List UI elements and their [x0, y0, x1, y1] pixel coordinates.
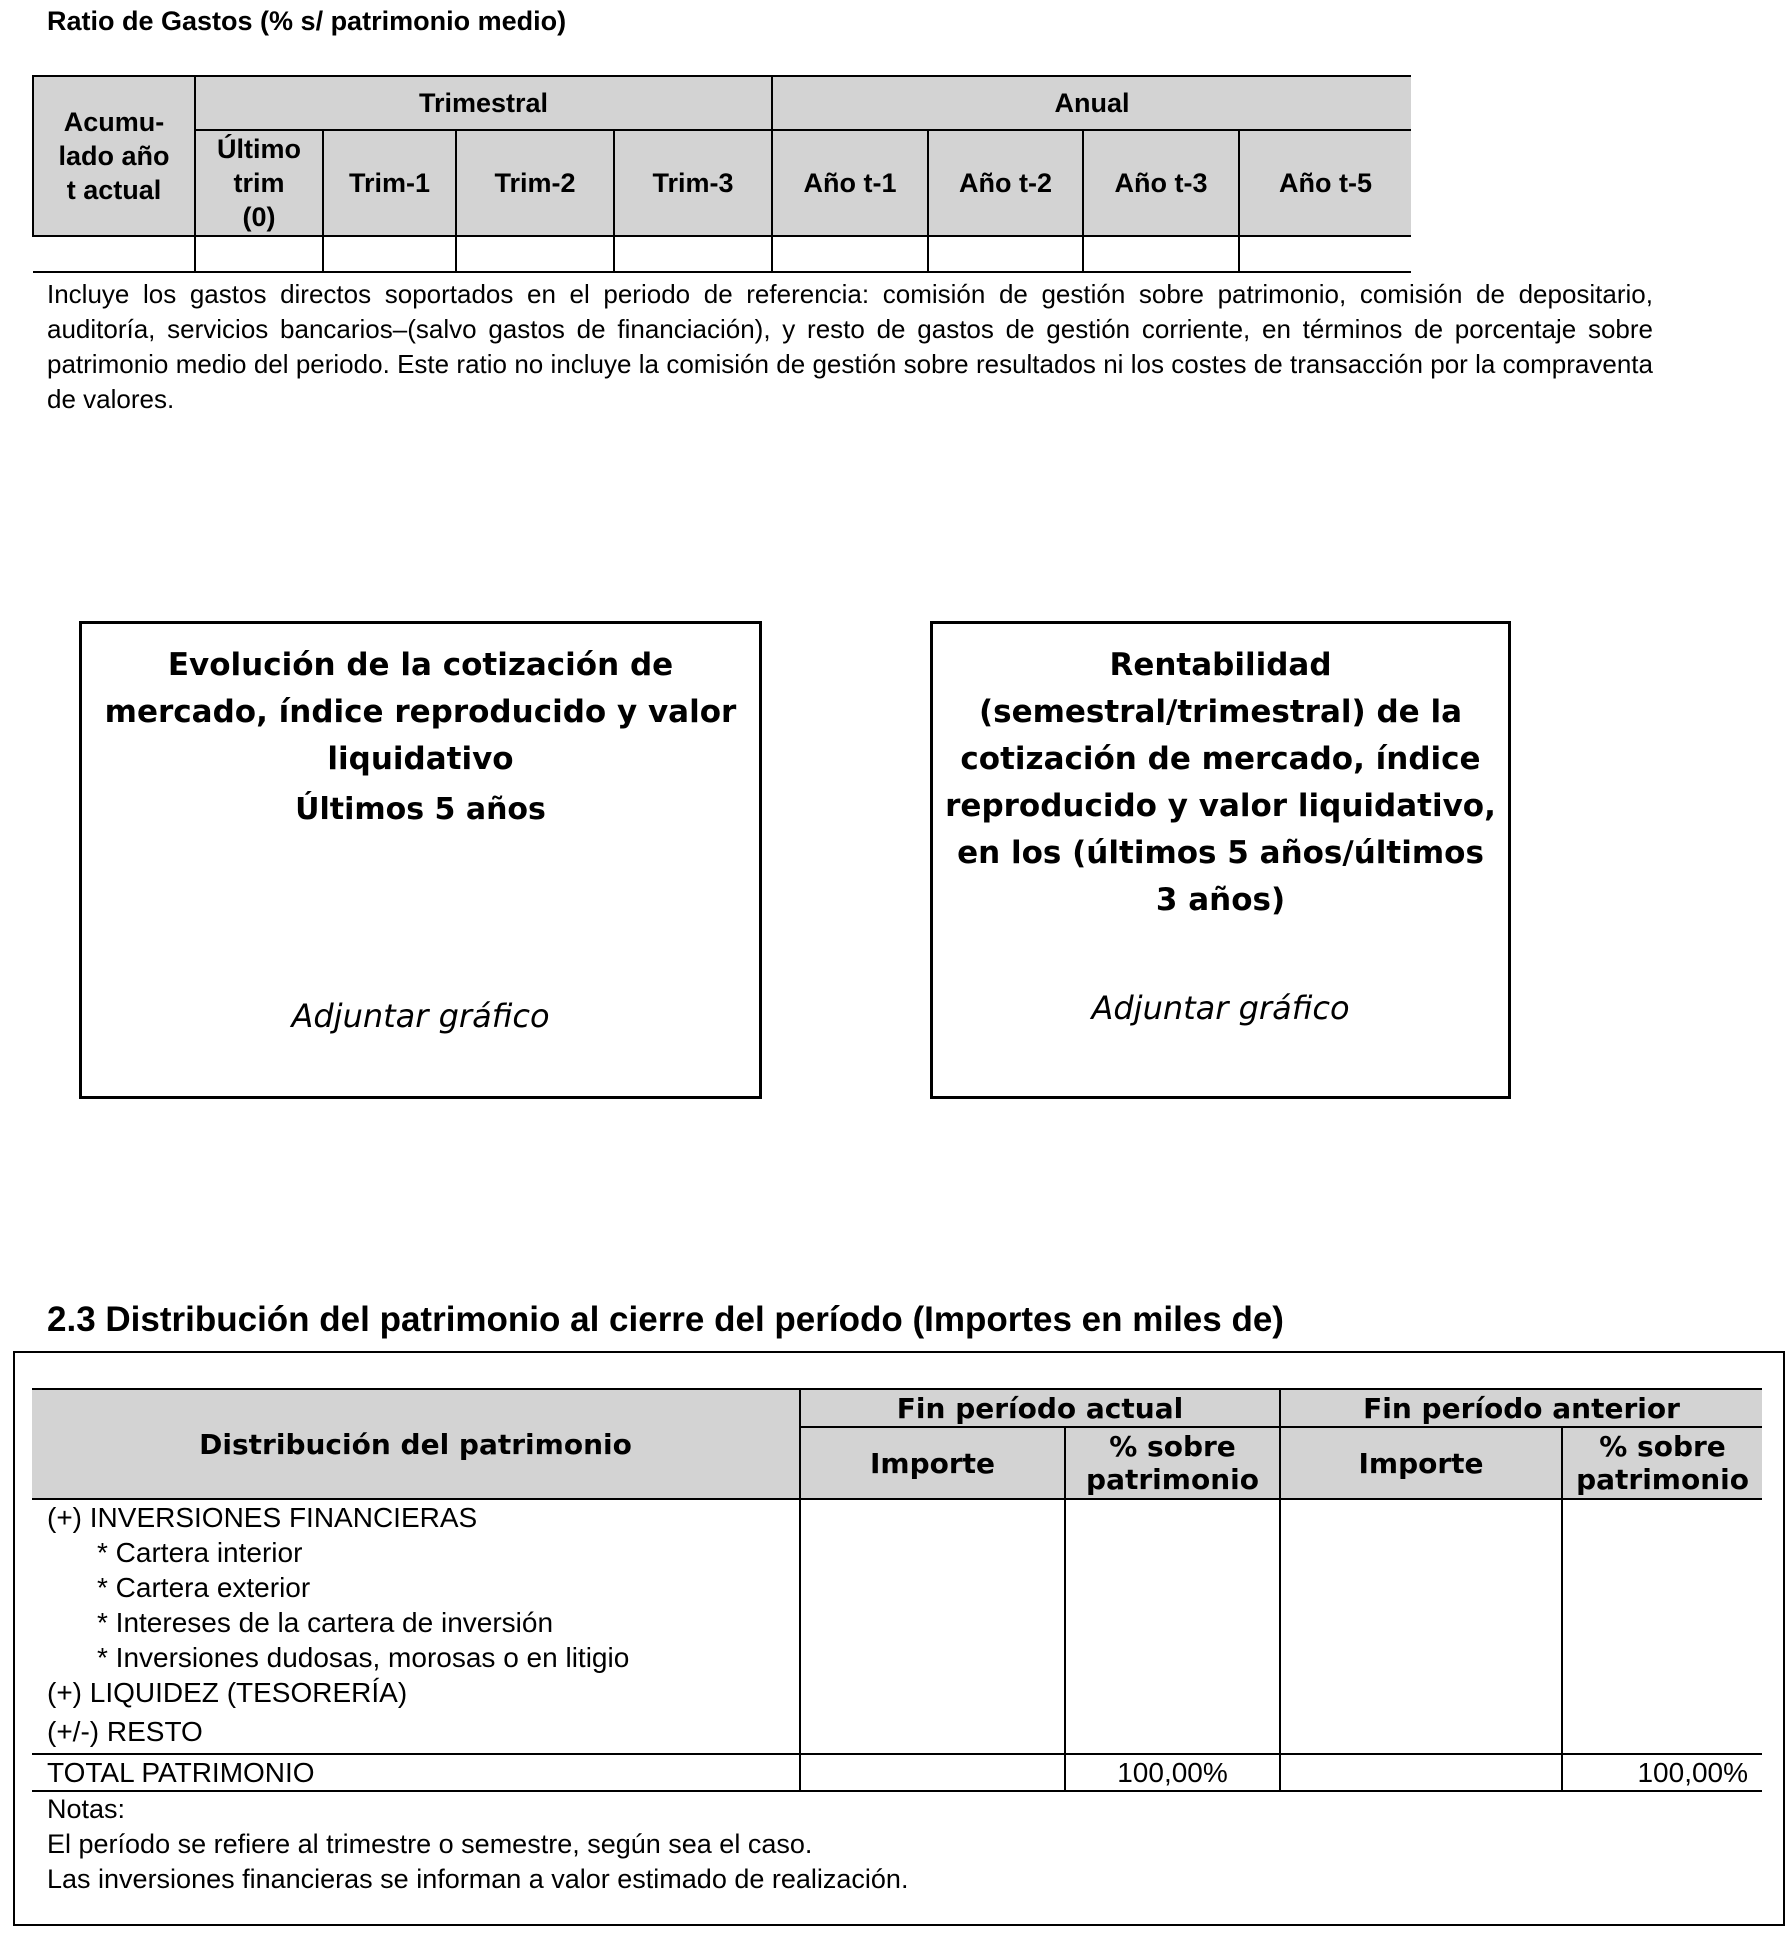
value-cell	[195, 236, 323, 272]
header-anio-t2: Año t-2	[928, 130, 1083, 236]
total-pct-actual: 100,00%	[1065, 1754, 1280, 1791]
value-cell	[1280, 1499, 1562, 1754]
header-trim-3: Trim-3	[614, 130, 772, 236]
header-anio-t5: Año t-5	[1239, 130, 1411, 236]
header-fin-periodo-actual: Fin período actual	[800, 1389, 1280, 1427]
ratio-note: Incluye los gastos directos soportados en el periodo de referencia: comisión de gestión sobre patrimonio, comisión de depositario, auditoría, servicios bancarios–(salvo gastos de financiación), y resto de gastos de gestión corriente, en términos de porcentaje sobre patrimonio medio del periodo. Este ratio no incluye la comisión de gestión sobre resultados ni los costes de transacción por la compraventa de valores.	[47, 279, 1653, 414]
notes-title: Notas:	[47, 1794, 126, 1824]
header-trimestral: Trimestral	[195, 76, 772, 130]
chart-placeholder-rentabilidad	[930, 621, 1511, 1099]
chart-placeholder-title: Evolución de la cotización de mercado, índice reproducido y valor liquidativo	[104, 647, 737, 777]
notes-row	[32, 1791, 1762, 1897]
value-cell	[800, 1499, 1065, 1754]
header-anio-t1: Año t-1	[772, 130, 928, 236]
value-cell	[1065, 1499, 1280, 1754]
header-pct-actual: % sobre patrimonio	[1065, 1427, 1280, 1499]
value-cell	[456, 236, 614, 272]
total-row	[32, 1754, 1762, 1791]
header-importe-actual: Importe	[800, 1427, 1065, 1499]
value-cell	[800, 1754, 1065, 1791]
section-heading: 2.3 Distribución del patrimonio al cierre del período (Importes en miles de)	[47, 1300, 1284, 1339]
header-acumulado: Acumu- lado año t actual	[33, 76, 195, 236]
value-cell	[772, 236, 928, 272]
header-distribucion: Distribución del patrimonio	[32, 1389, 800, 1499]
chart-placeholder-title: Rentabilidad (semestral/trimestral) de la cotización de mercado, índice reproducido y valor liquidativo, en los (últimos 5 años/últimos 3 años)	[945, 647, 1496, 918]
value-cell	[1083, 236, 1239, 272]
value-cell	[323, 236, 456, 272]
item-cartera-interior: * Cartera interior	[97, 1537, 303, 1568]
note-inversiones: Las inversiones financieras se informan a valor estimado de realización.	[47, 1864, 909, 1894]
ratio-title: Ratio de Gastos (% s/ patrimonio medio)	[47, 6, 567, 36]
attach-chart-label: Adjuntar gráfico	[1091, 989, 1350, 1027]
item-cartera-exterior: * Cartera exterior	[97, 1572, 311, 1603]
attach-chart-label: Adjuntar gráfico	[291, 997, 550, 1035]
header-trim-2: Trim-2	[456, 130, 614, 236]
notes-cell	[32, 1791, 1762, 1897]
value-cell	[1562, 1499, 1762, 1754]
item-resto: (+/-) RESTO	[47, 1716, 203, 1747]
item-inversiones: (+) INVERSIONES FINANCIERAS	[47, 1502, 478, 1533]
header-ultimo-trim: Último trim (0)	[195, 130, 323, 236]
header-trim-1: Trim-1	[323, 130, 456, 236]
header-anio-t3: Año t-3	[1083, 130, 1239, 236]
item-intereses: * Intereses de la cartera de inversión	[97, 1607, 554, 1638]
item-dudosas: * Inversiones dudosas, morosas o en litigio	[97, 1642, 630, 1673]
total-pct-anterior: 100,00%	[1562, 1754, 1762, 1791]
ratio-value-row	[33, 236, 1411, 272]
value-cell	[1280, 1754, 1562, 1791]
note-periodo: El período se refiere al trimestre o semestre, según sea el caso.	[47, 1829, 813, 1859]
value-cell	[614, 236, 772, 272]
header-importe-anterior: Importe	[1280, 1427, 1562, 1499]
header-fin-periodo-anterior: Fin período anterior	[1280, 1389, 1762, 1427]
chart-placeholder-subtitle: Últimos 5 años	[295, 792, 546, 827]
chart-placeholder-evolucion	[79, 621, 762, 1099]
total-label: TOTAL PATRIMONIO	[32, 1754, 800, 1791]
value-cell	[33, 236, 195, 272]
ratio-table	[32, 75, 1411, 273]
value-cell	[1239, 236, 1411, 272]
distribution-table	[32, 1388, 1762, 1897]
header-pct-anterior: % sobre patrimonio	[1562, 1427, 1762, 1499]
value-cell	[928, 236, 1083, 272]
items-cell	[32, 1499, 800, 1754]
header-anual: Anual	[772, 76, 1411, 130]
item-liquidez: (+) LIQUIDEZ (TESORERÍA)	[47, 1677, 408, 1708]
items-row	[32, 1499, 1762, 1754]
